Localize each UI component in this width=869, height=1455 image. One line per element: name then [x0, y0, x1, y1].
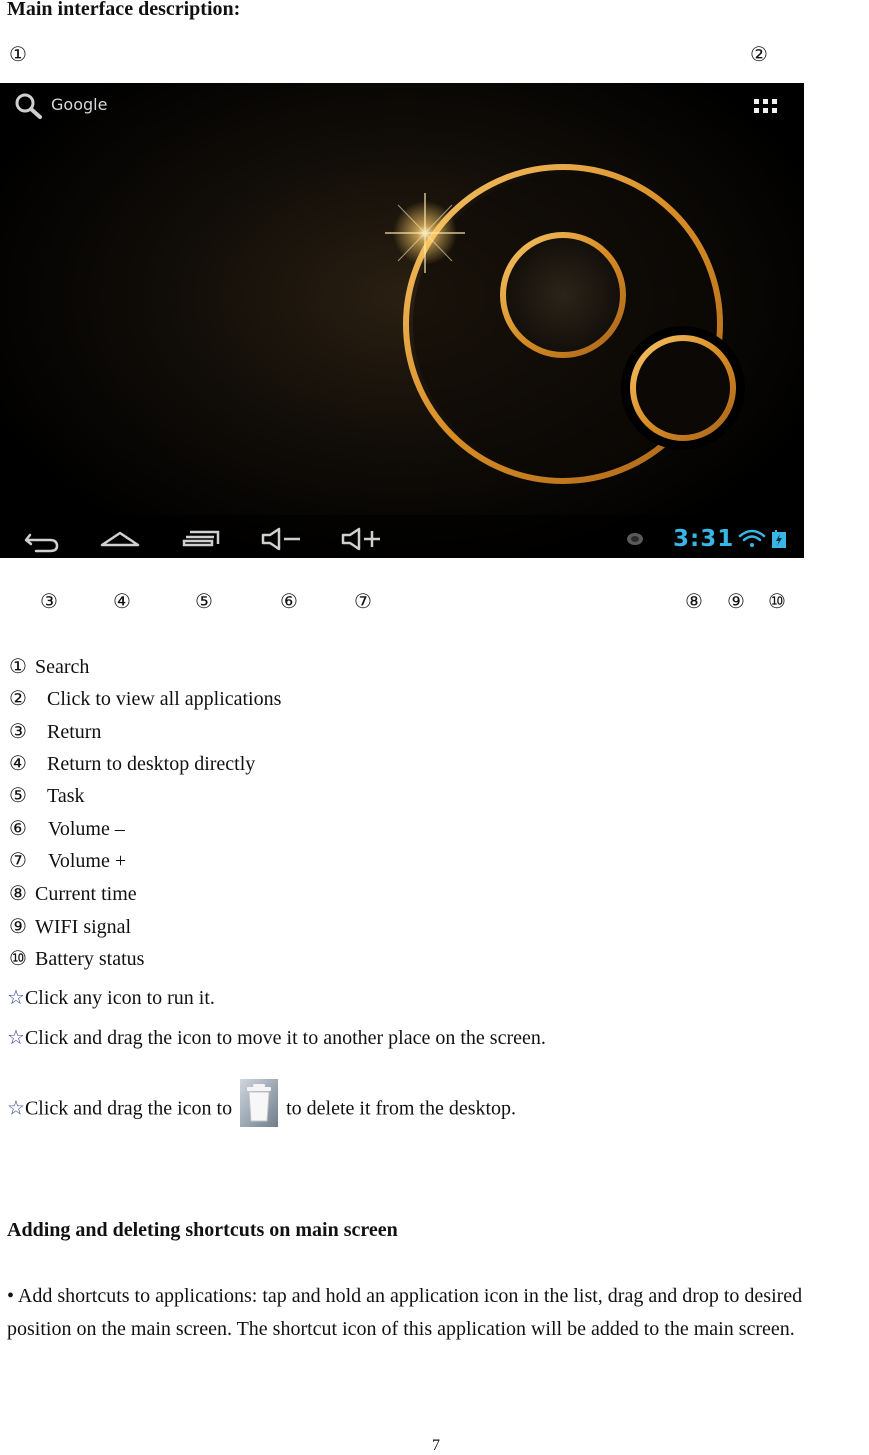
legend-item-home	[9, 752, 255, 776]
tip-text: Click and drag the icon to	[24, 1097, 233, 1120]
star-icon: ☆	[7, 1097, 25, 1120]
callout-1: ①	[9, 44, 27, 66]
legend-item-volume-up	[9, 849, 126, 873]
callout-2: ②	[750, 44, 768, 66]
legend-number: ⑥	[9, 818, 27, 840]
star-icon: ☆	[7, 987, 25, 1009]
legend-text: Click to view all applications	[47, 688, 282, 710]
tip-move	[7, 1025, 546, 1050]
all-apps-icon[interactable]	[754, 99, 777, 113]
callout-10: ⑩	[768, 591, 786, 613]
legend-number: ⑩	[9, 948, 27, 970]
search-icon[interactable]	[17, 95, 40, 117]
legend-number: ⑦	[9, 850, 27, 872]
notification-icon[interactable]	[627, 533, 643, 545]
tip-delete	[7, 1087, 516, 1133]
legend-text: Volume –	[48, 818, 125, 840]
legend-text: Search	[35, 656, 90, 678]
trash-icon	[240, 1079, 278, 1125]
small-ring	[633, 338, 733, 438]
legend-text: WIFI signal	[35, 916, 132, 938]
section-heading: Main interface description:	[7, 0, 241, 20]
google-search-label[interactable]: Google	[51, 95, 108, 114]
legend-number: ③	[9, 721, 27, 743]
star-icon: ☆	[7, 1027, 25, 1049]
callout-6: ⑥	[280, 591, 298, 613]
callout-4: ④	[113, 591, 131, 613]
battery-icon	[772, 530, 786, 548]
legend-number: ⑤	[9, 785, 27, 807]
legend-number: ②	[9, 688, 27, 710]
legend-item-all-apps	[9, 687, 281, 711]
tip-text: Click any icon to run it.	[24, 987, 215, 1009]
tip-run	[7, 985, 215, 1010]
callout-9: ⑨	[727, 591, 745, 613]
page-number: 7	[432, 1437, 440, 1454]
legend-number: ④	[9, 753, 27, 775]
legend-item-volume-down	[9, 817, 125, 841]
section2-paragraph: • Add shortcuts to applications: tap and hold an application icon in the list, drag and drop to desired position on the main screen. The shortcut icon of this application will be added to the main screen.	[7, 1285, 803, 1340]
callout-8: ⑧	[685, 591, 703, 613]
legend-text: Battery status	[35, 948, 145, 970]
tip-text-after: to delete it from the desktop.	[286, 1097, 517, 1120]
callout-5: ⑤	[195, 591, 213, 613]
legend-text: Volume +	[48, 850, 127, 872]
section2-heading: Adding and deleting shortcuts on main screen	[7, 1219, 398, 1241]
legend-item-wifi	[9, 915, 131, 939]
legend-item-time	[9, 882, 137, 906]
inner-ring	[503, 235, 623, 355]
tip-text: Click and drag the icon to move it to another place on the screen.	[24, 1027, 546, 1049]
device-screenshot	[0, 83, 804, 558]
legend-text: Task	[47, 785, 85, 807]
legend-number: ⑧	[9, 883, 27, 905]
legend-item-task	[9, 784, 84, 808]
callout-3: ③	[40, 591, 58, 613]
legend-text: Return to desktop directly	[47, 753, 256, 775]
clock: 3:31	[673, 526, 735, 552]
legend-item-battery	[9, 947, 144, 971]
callout-7: ⑦	[354, 591, 372, 613]
legend-text: Current time	[35, 883, 137, 905]
legend-number: ⑨	[9, 916, 27, 938]
legend-item-search	[9, 655, 89, 679]
legend-item-return	[9, 720, 101, 744]
legend-number: ①	[9, 656, 27, 678]
wallpaper	[0, 83, 804, 558]
legend-text: Return	[47, 721, 102, 743]
